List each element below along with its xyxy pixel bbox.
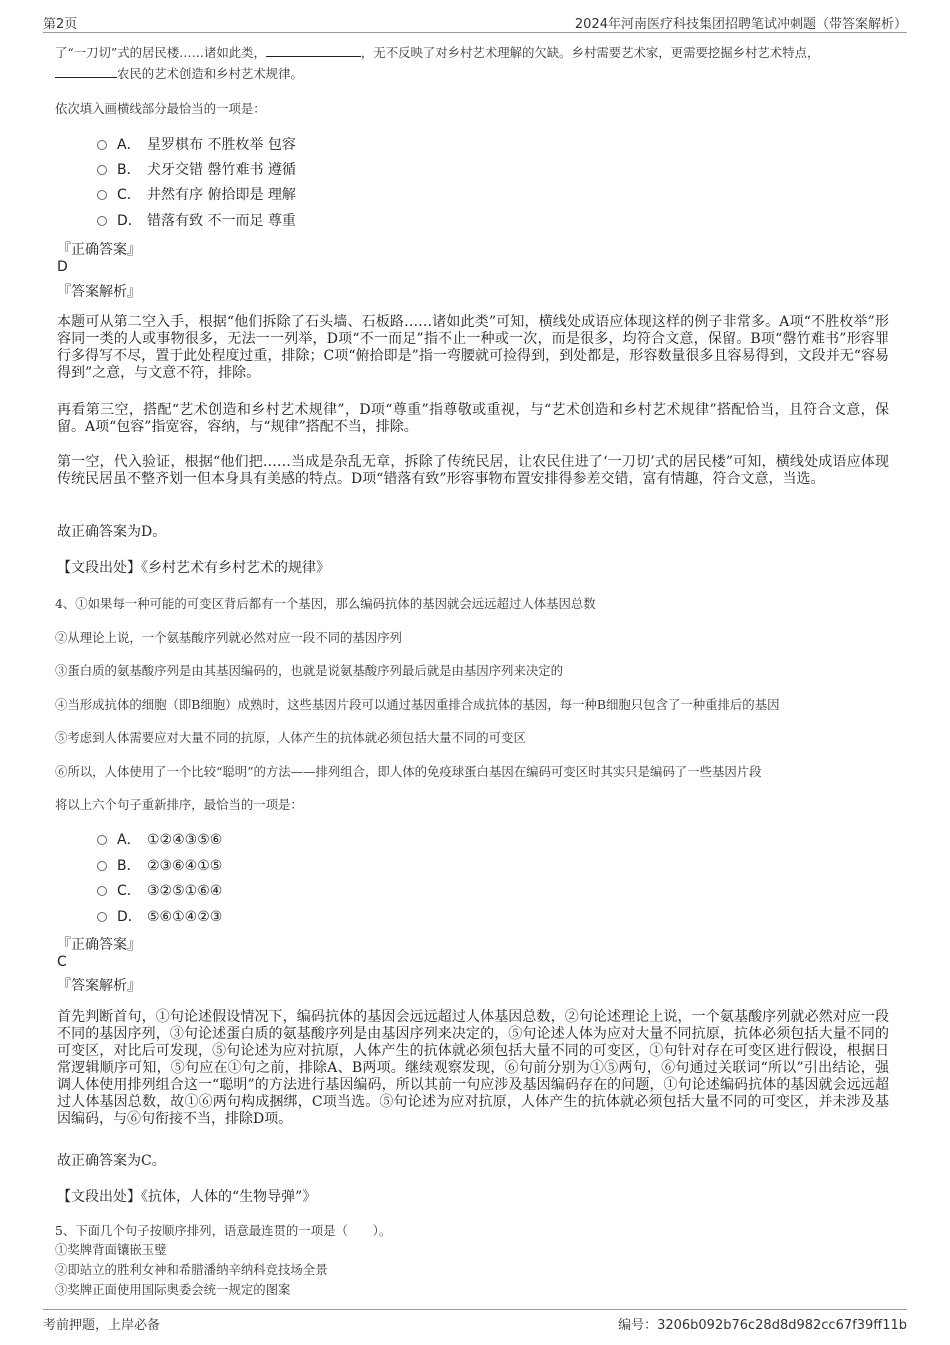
- q3-option-d[interactable]: D． 错落有致 不一而足 尊重: [97, 211, 296, 231]
- radio-icon[interactable]: [97, 912, 107, 922]
- q4-sentence-3: ③蛋白质的氨基酸序列是由其基因编码的，也就是说氨基酸序列最后就是由基因序列来决定的: [55, 663, 564, 678]
- q3-conclusion: 故正确答案为D。: [57, 524, 167, 540]
- q3-option-c[interactable]: C． 井然有序 俯拾即是 理解: [97, 185, 296, 205]
- q4-sentence-5: ⑤考虑到人体需要应对大量不同的抗原，人体产生的抗体就必须包括大量不同的可变区: [55, 730, 526, 745]
- q3-analysis-paragraph: 再看第三空，搭配“艺术创造和乡村艺术规律”，D项“尊重”指尊敬或重视，与“艺术创造和乡村艺术规律”搭配恰当，且符合文意，保留。A项“包容”指宽容，容纳，与“规律”搭配不当，排除。: [57, 402, 889, 435]
- radio-icon[interactable]: [97, 165, 107, 175]
- q4-answer-label: 『正确答案』: [57, 937, 141, 953]
- q4-sentence-2: ②从理论上说，一个氨基酸序列就必然对应一段不同的基因序列: [55, 630, 402, 645]
- radio-icon[interactable]: [97, 140, 107, 150]
- q3-answer-label: 『正确答案』: [57, 242, 141, 258]
- q4-option-d[interactable]: D． ⑤⑥①④②③: [97, 907, 222, 927]
- q3-option-b[interactable]: B． 犬牙交错 罄竹难书 遵循: [97, 160, 296, 180]
- q5-item-2: ②即站立的胜利女神和希腊潘纳辛纳科竞技场全景: [55, 1262, 328, 1277]
- q4-conclusion: 故正确答案为C。: [57, 1153, 166, 1169]
- q4-sentence-4: ④当形成抗体的细胞（即B细胞）成熟时，这些基因片段可以通过基因重排合成抗体的基因，每一种B细胞只包含了一种重排后的基因: [55, 697, 780, 712]
- q3-analysis-paragraph: 本题可从第二空入手，根据“他们拆除了石头墙、石板路……诸如此类”可知，横线处成语应体现这样的例子非常多。A项“不胜枚举”形容同一类的人或事物很多，无法一一列举，D项“不一而足”指不止一种或一次，而是很多，均符合文意，保留。B项“罄竹难书”形容罪行多得写不尽，置于此处程度过重，排除；C项“俯拾即是”指一弯腰就可捡得到，到处都是，形容数量很多且容易得到，文段并无“容易得到”之意，与文意不符，排除。: [57, 314, 889, 381]
- q4-source: 【文段出处】《抗体，人体的“生物导弹”》: [57, 1189, 317, 1205]
- q3-analysis-label: 『答案解析』: [57, 284, 141, 300]
- q5-item-3: ③奖牌正面使用国际奥委会统一规定的图案: [55, 1282, 291, 1297]
- q4-option-c[interactable]: C． ③②⑤①⑥④: [97, 881, 222, 901]
- q3-source: 【文段出处】《乡村艺术有乡村艺术的规律》: [57, 560, 330, 576]
- radio-icon[interactable]: [97, 861, 107, 871]
- radio-icon[interactable]: [97, 886, 107, 896]
- page-number: 第2页: [43, 17, 78, 32]
- page-footer: [43, 1309, 907, 1334]
- q4-answer-value: C: [57, 954, 67, 970]
- q3-answer-value: D: [57, 259, 68, 275]
- page-header: [43, 10, 907, 33]
- radio-icon[interactable]: [97, 216, 107, 226]
- q4-sentence-1: 4、①如果每一种可能的可变区背后都有一个基因，那么编码抗体的基因就会远远超过人体基因总数: [55, 596, 596, 611]
- q3-analysis-paragraph: 第一空，代入验证，根据“他们把……当成是杂乱无章，拆除了传统民居，让农民住进了‘一刀切’式的居民楼”可知，横线处成语应体现传统民居虽不整齐划一但本身具有美感的特点。D项“错落有致”形容事物布置安排得参差交错，富有情趣，符合文意，当选。: [57, 454, 889, 487]
- q4-prompt: 将以上六个句子重新排序，最恰当的一项是：: [55, 797, 303, 812]
- q3-option-a[interactable]: A． 星罗棋布 不胜枚举 包容: [97, 135, 296, 155]
- radio-icon[interactable]: [97, 190, 107, 200]
- q3-prompt: 依次填入画横线部分最恰当的一项是：: [55, 101, 266, 116]
- q4-option-b[interactable]: B． ②③⑥④①⑤: [97, 856, 222, 876]
- q4-analysis-label: 『答案解析』: [57, 978, 141, 994]
- footer-slogan: 考前押题，上岸必备: [43, 1318, 161, 1333]
- radio-icon[interactable]: [97, 835, 107, 845]
- fill-blank-2: [266, 44, 361, 57]
- q3-stem-line1: 了“一刀切”式的居民楼……诸如此类， ，无不反映了对乡村艺术理解的欠缺。乡村需要艺术家，更需要挖掘乡村艺术特点，: [55, 45, 820, 60]
- document-serial: 编号：3206b092b76c28d8d982cc67f39ff11b: [618, 1318, 907, 1333]
- q5-item-1: ①奖牌背面镶嵌玉璧: [55, 1242, 167, 1257]
- fill-blank-3: [55, 65, 117, 78]
- q4-analysis-paragraph: 首先判断首句，①句论述假设情况下，编码抗体的基因会远远超过人体基因总数，②句论述理论上说，一个氨基酸序列就必然对应一段不同的基因序列，③句论述蛋白质的氨基酸序列是由基因序列来决定的，⑤句论述人体为应对大量不同抗原，抗体必须包括大量不同的可变区，对比后可发现，⑤句论述为应对抗原，人体产生的抗体就必须包括大量不同的可变区，①句针对存在可变区进行假设，根据日常逻辑顺序可知，⑤句应在①句之前，排除A、B两项。继续观察发现，⑥句前分别为①⑤两句，⑥句通过关联词“所以”引出结论，强调人体使用排列组合这一“聪明”的方法进行基因编码，所以其前一句应涉及基因编码存在的问题，①句论述编码抗体的基因就会远远超过人体基因总数，故①⑥两句构成捆绑，C项当选。⑤句论述为应对抗原，人体产生的抗体就必须包括大量不同的可变区，并未涉及基因编码，与⑥句衔接不当，排除D项。: [57, 1009, 889, 1127]
- q4-sentence-6: ⑥所以，人体使用了一个比较“聪明”的方法——排列组合，即人体的免疫球蛋白基因在编码可变区时其实只是编码了一些基因片段: [55, 764, 762, 779]
- document-title: 2024年河南医疗科技集团招聘笔试冲刺题（带答案解析）: [574, 17, 907, 32]
- q3-stem-line2: 农民的艺术创造和乡村艺术规律。: [55, 64, 900, 83]
- q5-stem: 5、下面几个句子按顺序排列，语意最连贯的一项是（ ）。: [55, 1223, 392, 1238]
- q4-option-a[interactable]: A． ①②④③⑤⑥: [97, 830, 222, 850]
